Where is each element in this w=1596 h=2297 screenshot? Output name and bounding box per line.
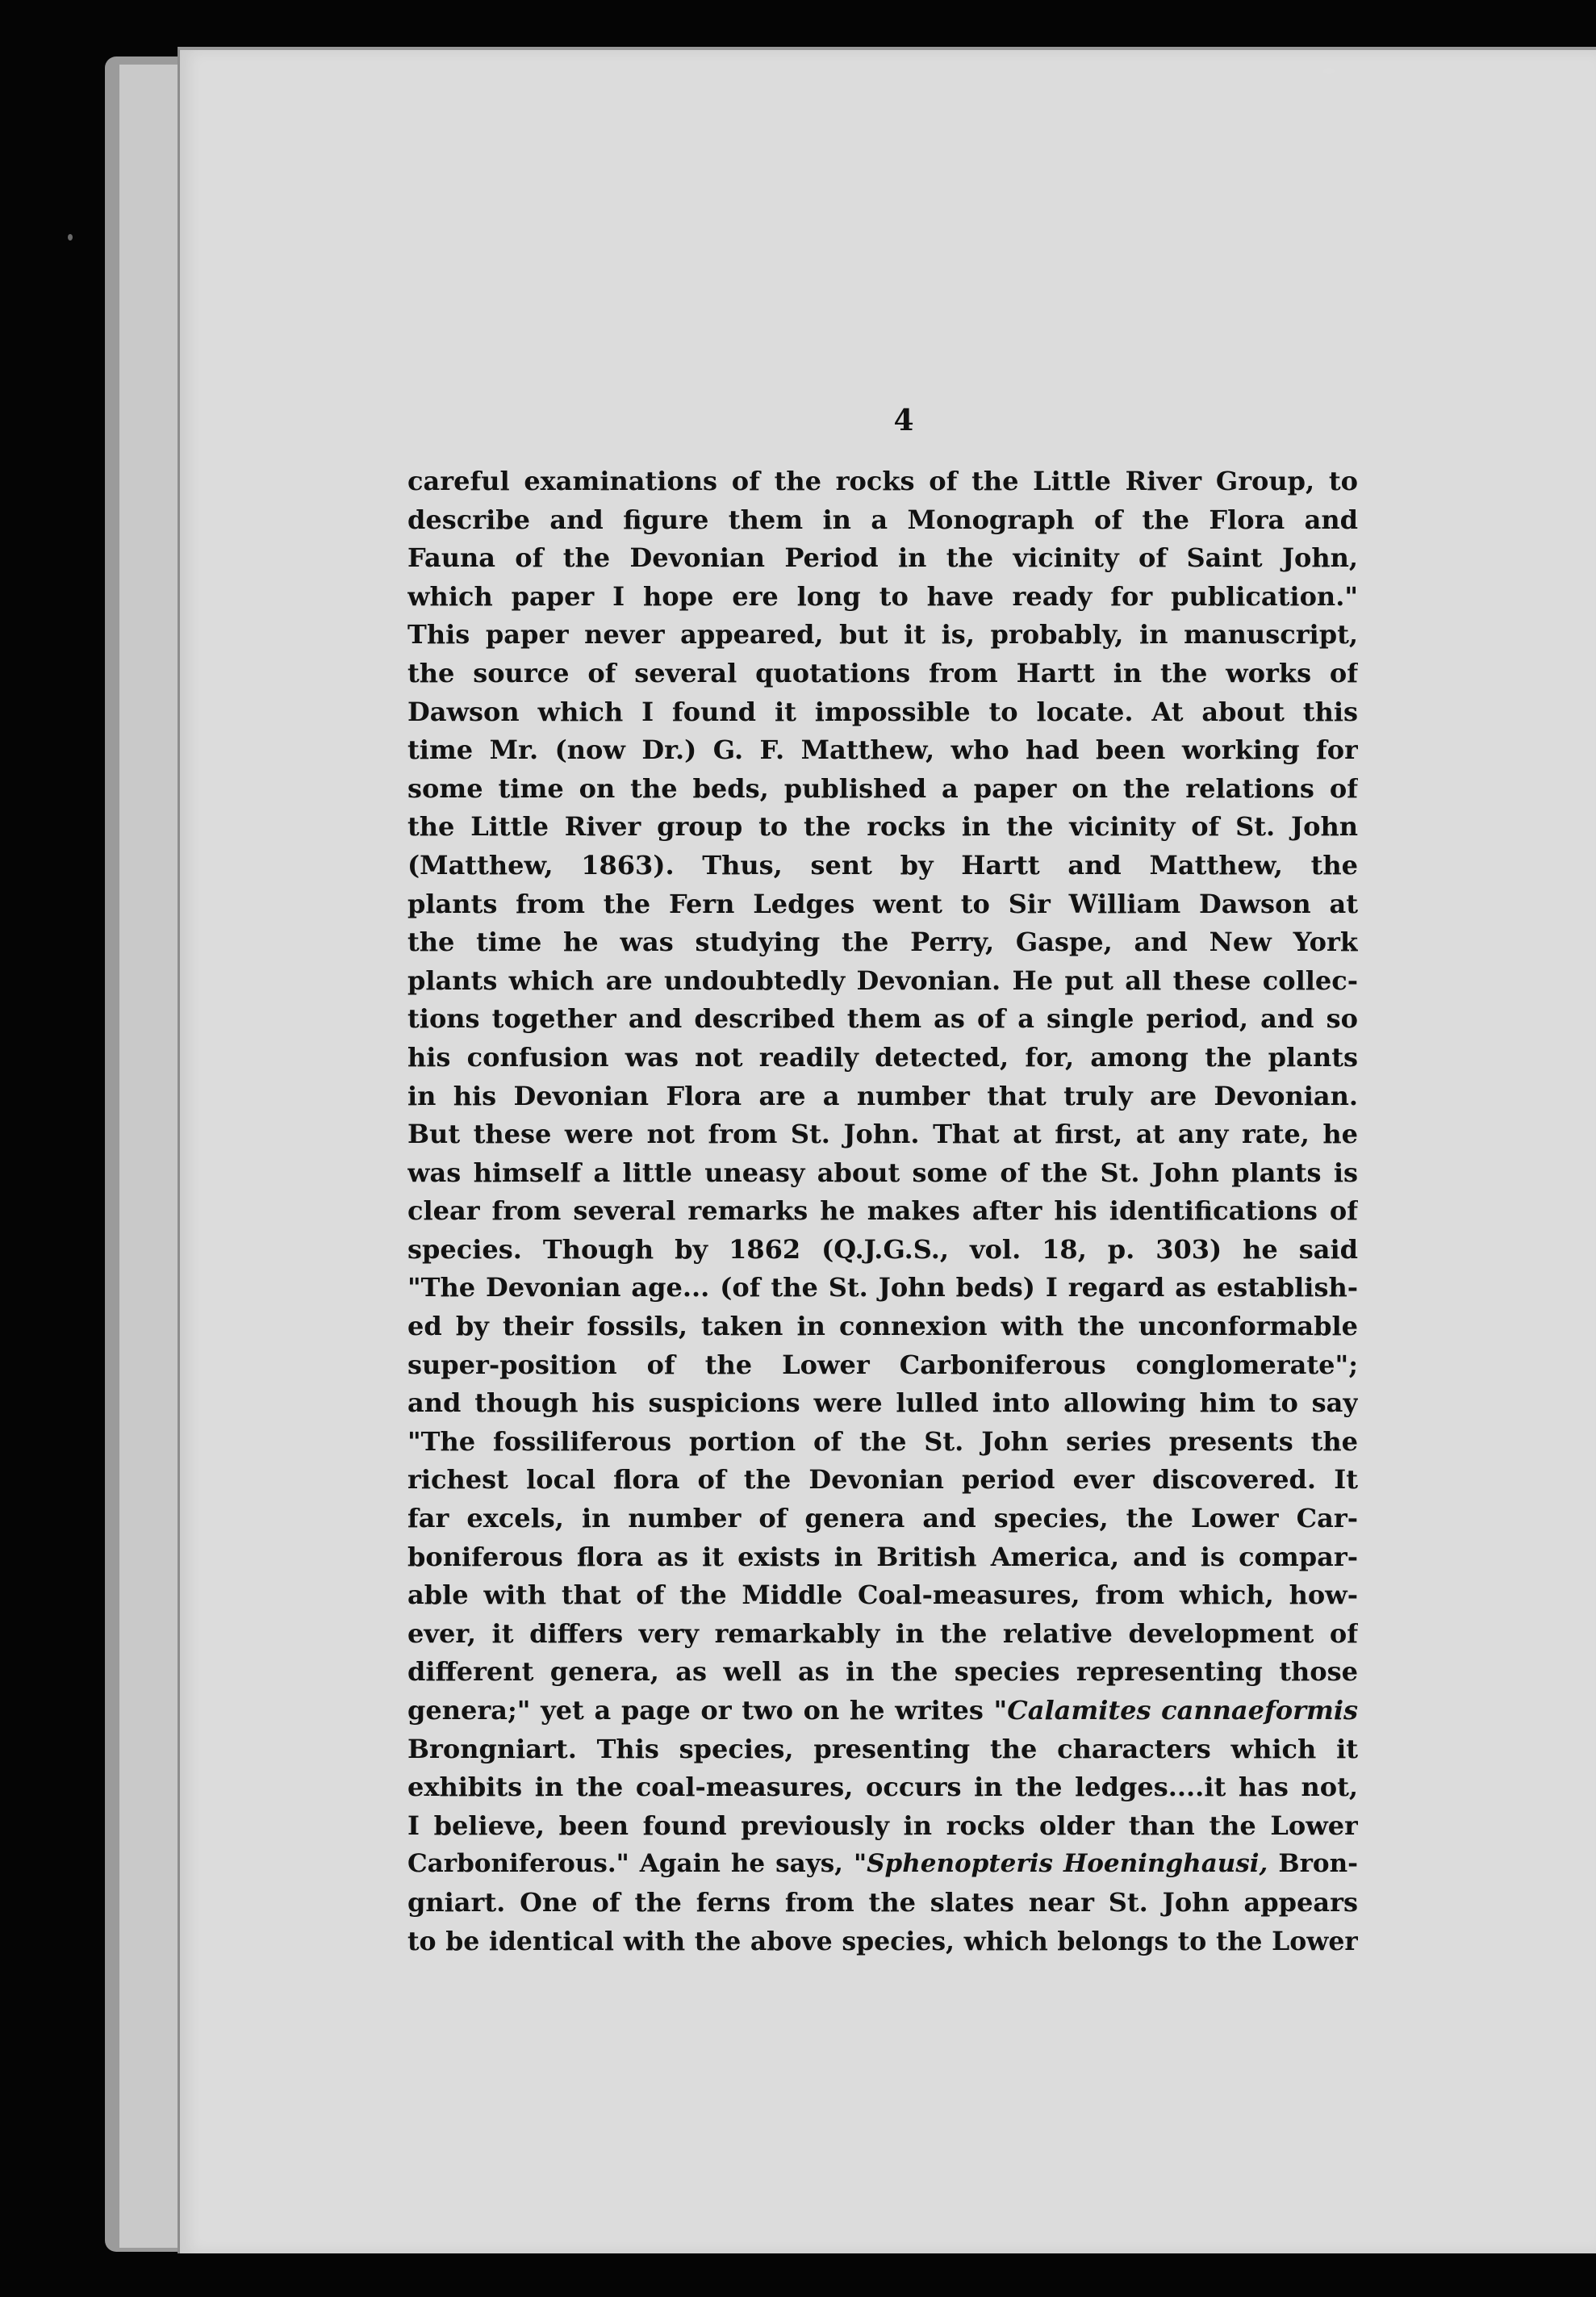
text-line: far excels, in number of genera and species, the Lower Car- bbox=[407, 1503, 1358, 1534]
line-text-before: Carboniferous." Again he says, " bbox=[407, 1849, 867, 1879]
text-line: some time on the beds, published a paper on the relations of bbox=[407, 772, 1358, 804]
text-line: This paper never appeared, but it is, probably, in manuscript, bbox=[407, 619, 1358, 651]
text-line: tions together and described them as of a single period, and so bbox=[407, 1003, 1358, 1035]
species-name-italic: Calamites cannaeformis bbox=[1007, 1695, 1358, 1726]
text-line: plants from the Fern Ledges went to Sir William Dawson at bbox=[407, 888, 1358, 919]
text-line: his confusion was not readily detected, for, among the plants bbox=[407, 1041, 1358, 1073]
scan-speck bbox=[1323, 68, 1335, 74]
text-line: exhibits in the coal-measures, occurs in the ledges....it has not, bbox=[407, 1772, 1358, 1803]
page-number: 4 bbox=[893, 404, 914, 437]
text-line: I believe, been found previously in rocks older than the Lower bbox=[407, 1810, 1358, 1841]
body-text bbox=[407, 462, 1358, 1960]
species-name-italic: Sphenopteris Hoeninghausi, bbox=[867, 1849, 1268, 1879]
text-line: super-position of the Lower Carboniferous conglomerate"; bbox=[407, 1349, 1358, 1380]
text-line: the source of several quotations from Hartt in the works of bbox=[407, 657, 1358, 688]
text-line: "The Devonian age... (of the St. John beds) I regard as establish- bbox=[407, 1272, 1358, 1303]
scan-speck bbox=[68, 234, 73, 241]
text-line: (Matthew, 1863). Thus, sent by Hartt and Matthew, the bbox=[407, 849, 1358, 881]
line-text-after: Bron- bbox=[1268, 1849, 1358, 1879]
text-line: species. Though by 1862 (Q.J.G.S., vol. 18, p. 303) he said bbox=[407, 1233, 1358, 1265]
text-line-with-italic bbox=[407, 1692, 1358, 1730]
text-line: ever, it differs very remarkably in the relative development of bbox=[407, 1617, 1358, 1649]
text-line: describe and figure them in a Monograph of the Flora and bbox=[407, 504, 1358, 535]
text-line: able with that of the Middle Coal-measures, from which, how- bbox=[407, 1579, 1358, 1611]
text-line: boniferous flora as it exists in British America, and is compar- bbox=[407, 1541, 1358, 1572]
text-line-with-italic bbox=[407, 1845, 1358, 1884]
text-line: which paper I hope ere long to have ready for publication." bbox=[407, 580, 1358, 612]
text-line: was himself a little uneasy about some of the St. John plants is bbox=[407, 1157, 1358, 1188]
text-line: different genera, as well as in the species representing those bbox=[407, 1656, 1358, 1688]
text-line: But these were not from St. John. That at first, at any rate, he bbox=[407, 1119, 1358, 1150]
text-line: in his Devonian Flora are a number that truly are Devonian. bbox=[407, 1080, 1358, 1111]
text-line: ed by their fossils, taken in connexion with the unconformable bbox=[407, 1311, 1358, 1342]
text-line: clear from several remarks he makes after his identifications of bbox=[407, 1195, 1358, 1227]
text-line: Fauna of the Devonian Period in the vicinity of Saint John, bbox=[407, 542, 1358, 574]
text-line: Brongniart. This species, presenting the characters which it bbox=[407, 1733, 1358, 1764]
text-line: plants which are undoubtedly Devonian. He put all these collec- bbox=[407, 964, 1358, 996]
text-line: and though his suspicions were lulled into allowing him to say bbox=[407, 1387, 1358, 1419]
text-line: the Little River group to the rocks in the vicinity of St. John bbox=[407, 811, 1358, 843]
line-text-before: genera;" yet a page or two on he writes " bbox=[407, 1695, 1008, 1726]
text-line: "The fossiliferous portion of the St. John series presents the bbox=[407, 1425, 1358, 1457]
text-line: to be identical with the above species, which belongs to the Lower bbox=[407, 1926, 1358, 1956]
text-line: richest local flora of the Devonian period ever discovered. It bbox=[407, 1464, 1358, 1496]
text-line: time Mr. (now Dr.) G. F. Matthew, who had been working for bbox=[407, 734, 1358, 766]
text-line: gniart. One of the ferns from the slates near St. John appears bbox=[407, 1886, 1358, 1918]
text-line: Dawson which I found it impossible to locate. At about this bbox=[407, 696, 1358, 727]
text-line: careful examinations of the rocks of the Little River Group, to bbox=[407, 466, 1358, 496]
text-line: the time he was studying the Perry, Gaspe, and New York bbox=[407, 927, 1358, 958]
